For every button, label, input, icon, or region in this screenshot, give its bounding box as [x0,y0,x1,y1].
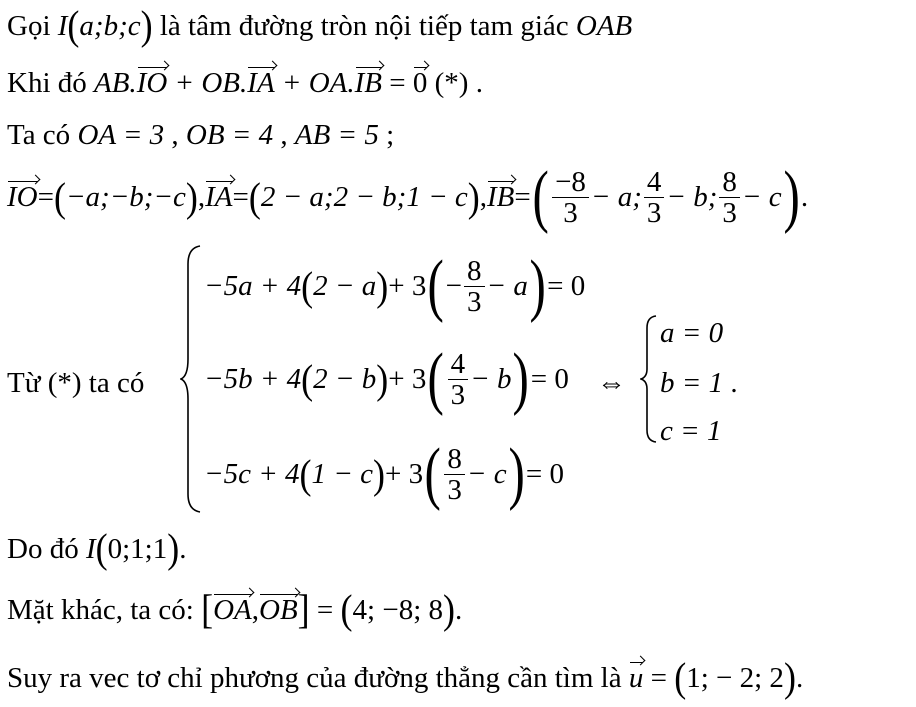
coords-IA: 2 − a;2 − b;1 − c [260,181,468,213]
coords-IO: −a;−b;−c [65,181,186,213]
fraction: $\frac{8}{3}$ [444,444,465,505]
equals: = [232,181,249,213]
vector-u: u [628,662,644,694]
term: − c [741,181,782,213]
fraction: $\frac{8}{3}$ [464,256,485,317]
punct: . [179,533,187,565]
star-label: (*) [434,67,469,99]
text: Do đó [7,533,86,565]
coef: + OB. [167,67,248,99]
solution-b: b = 1 . [660,367,738,399]
triangle-name: OAB [575,10,633,42]
line-lengths [7,118,394,152]
equation-1: −5a + 4 ( 2 − a ) + 3 ( − $\frac{8}{3}$ − a ) = 0 [204,247,586,324]
length-AB: AB = 5 [294,119,379,151]
point-I: I [85,533,96,565]
vector-OB: OB [259,594,298,626]
text: Từ [7,367,48,399]
cross-result: 4; −8; 8 [352,594,444,626]
sep: , [197,181,206,213]
term: − a; [590,181,642,213]
text: Khi đó [7,67,94,99]
fraction: $\frac{8}{3}$ [719,167,740,228]
text: ta có [81,367,145,399]
coef: AB. [94,67,137,99]
text: Gọi [7,10,58,42]
length-OA: OA = 3 [77,119,165,151]
term: − b; [666,181,718,213]
vector-OA: OA [213,594,252,626]
equals: = [514,181,531,213]
vector-IA: IA [205,181,233,213]
fraction: $\frac{-8}{3}$ [552,167,589,228]
punct: . [800,181,809,213]
coef: + OA. [274,67,355,99]
star-label: (*) [47,367,82,399]
line-direction-vector: Suy ra vec tơ chỉ phương của đường thẳng cần tìm là u = (1; − 2; 2). [7,654,804,700]
system-intro [7,366,144,400]
line-vector-identity [7,66,483,100]
equation-2: −5b + 4 ( 2 − b ) + 3 ( $\frac{4}{3}$ − b ) = 0 [204,340,569,417]
sep: , [164,119,186,151]
equals: = [37,181,54,213]
coords: 0;1;1 [107,533,168,565]
right-system-brace-icon [640,314,658,444]
length-OB: OB = 4 [185,119,274,151]
left-brace-icon [180,244,202,514]
punct: ; [378,119,395,151]
vector-IO: IO [7,181,38,213]
direction-result: 1; − 2; 2 [686,662,784,694]
equals: = [382,67,413,99]
punct: . [468,67,483,99]
zero-vector: 0 [412,67,428,99]
sep: , [273,119,295,151]
text: Suy ra vec tơ chỉ phương của đường thẳng cần tìm là [7,662,629,694]
text: Mặt khác, ta có: [7,594,202,626]
fraction: $\frac{4}{3}$ [644,167,665,228]
point-I: I [57,10,68,42]
vector-IB: IB [354,67,383,99]
equation-3: −5c + 4 ( 1 − c ) + 3 ( $\frac{8}{3}$ − c ) = 0 [204,435,565,512]
line-result-I: Do đó I(0;1;1). [7,525,187,571]
coords: a;b;c [79,10,141,42]
fraction: $\frac{4}{3}$ [448,349,469,410]
line-vectors: IO = ( −a;−b;−c ) , IA = ( 2 − a;2 − b;1 − c ) , IB = ( $\frac{-8}{3}$ − a; $\frac{4}{3}$ − b; $\frac{8}{3}$ − c ) . [7,158,809,235]
sep: , [479,181,488,213]
line-incenter: Gọi I(a;b;c) là tâm đường tròn nội tiếp tam giác OAB [7,2,633,49]
text: Ta có [7,119,78,151]
iff-symbol: ⇔ [597,367,626,399]
solution-a: a = 0 [660,317,724,349]
solution-c: c = 1 [660,415,722,447]
vector-IA: IA [247,67,275,99]
vector-IO: IO [136,67,168,99]
text: là tâm đường tròn nội tiếp tam giác [152,10,576,42]
line-cross-product: Mặt khác, ta có: [OA,OB] = (4; −8; 8). [7,586,463,632]
vector-IB: IB [487,181,515,213]
